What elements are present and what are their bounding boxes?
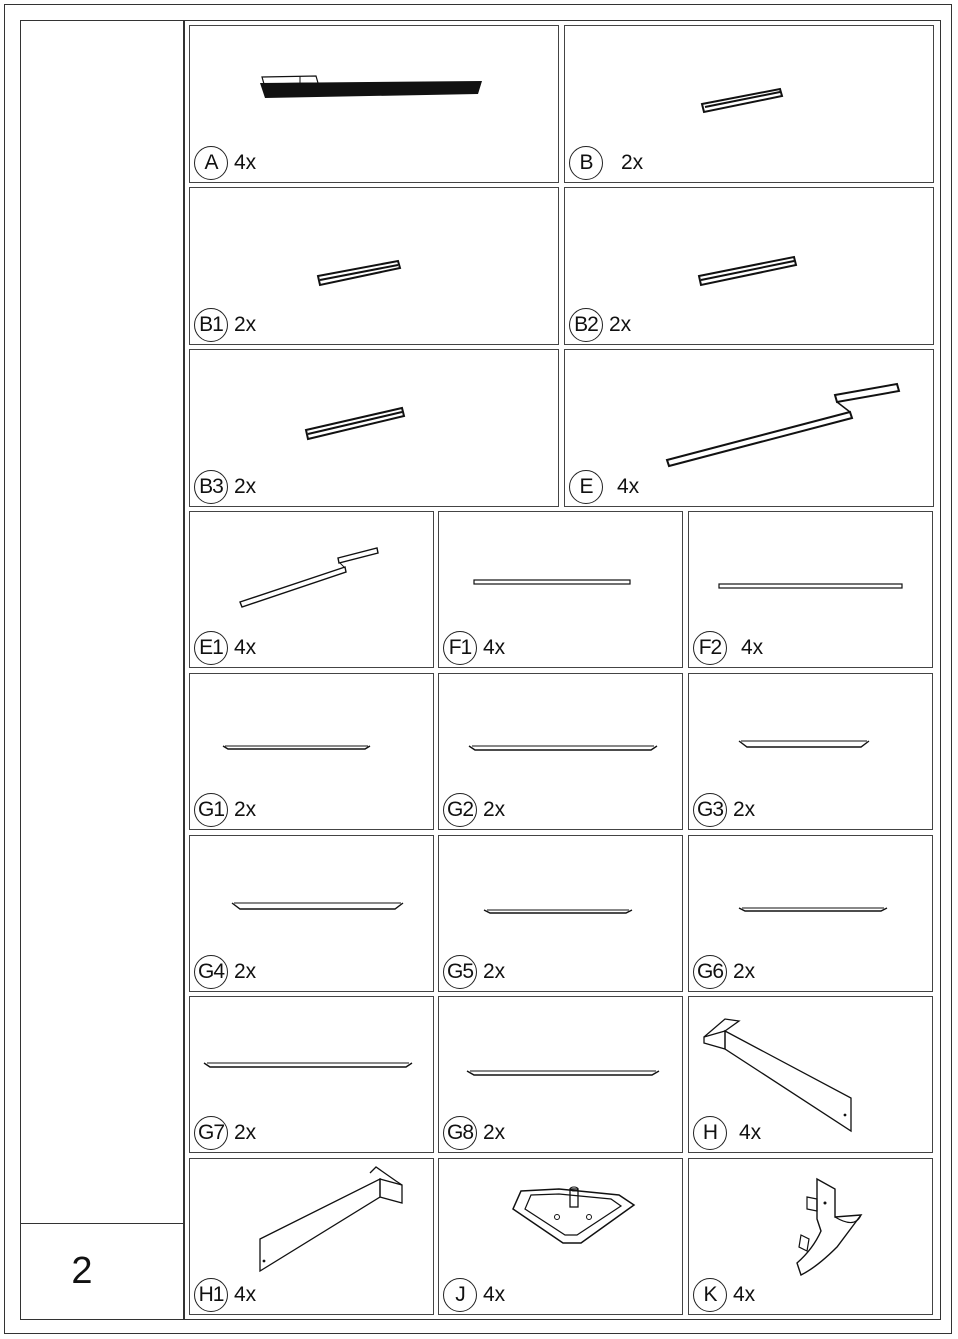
part-cell-f2 [688, 511, 933, 668]
part-label-h1: H1 [194, 1278, 228, 1312]
part-qty-g1: 2x [234, 798, 257, 821]
part-qty-j: 4x [483, 1283, 506, 1306]
part-cell-g4 [189, 835, 434, 992]
part-label-g5: G5 [443, 955, 477, 989]
part-cell-g5 [438, 835, 683, 992]
part-qty-e1: 4x [234, 636, 257, 659]
part-qty-g7: 2x [234, 1121, 257, 1144]
part-qty-b: 2x [621, 151, 644, 174]
part-cell-g6 [688, 835, 933, 992]
page-number: 2 [71, 1250, 93, 1292]
part-cell-e [564, 349, 934, 507]
part-qty-k: 4x [733, 1283, 756, 1306]
part-qty-h1: 4x [234, 1283, 257, 1306]
part-qty-g8: 2x [483, 1121, 506, 1144]
part-cell-g2 [438, 673, 683, 830]
part-qty-b2: 2x [609, 313, 632, 336]
part-label-g1: G1 [194, 793, 228, 827]
part-label-g3: G3 [693, 793, 727, 827]
part-qty-g3: 2x [733, 798, 756, 821]
left-margin-column [20, 20, 184, 1320]
part-cell-k [688, 1158, 933, 1315]
part-label-j: J [443, 1278, 477, 1312]
part-cell-a [189, 25, 559, 183]
part-label-g8: G8 [443, 1116, 477, 1150]
part-label-g4: G4 [194, 955, 228, 989]
part-label-e1: E1 [194, 631, 228, 665]
part-cell-g7 [189, 996, 434, 1153]
part-cell-b3 [189, 349, 559, 507]
part-qty-f1: 4x [483, 636, 506, 659]
part-qty-a: 4x [234, 151, 257, 174]
part-label-b3: B3 [194, 470, 228, 504]
part-qty-g4: 2x [234, 960, 257, 983]
part-cell-g3 [688, 673, 933, 830]
part-cell-g8 [438, 996, 683, 1153]
part-label-g7: G7 [194, 1116, 228, 1150]
part-label-k: K [693, 1278, 727, 1312]
part-label-b: B [569, 146, 603, 180]
part-label-h: H [693, 1116, 727, 1150]
part-qty-e: 4x [617, 475, 640, 498]
part-label-f2: F2 [693, 631, 727, 665]
part-label-f1: F1 [443, 631, 477, 665]
part-cell-f1 [438, 511, 683, 668]
part-cell-b [564, 25, 934, 183]
part-label-b2: B2 [569, 308, 603, 342]
part-cell-h [688, 996, 933, 1153]
part-cell-b2 [564, 187, 934, 345]
part-qty-b1: 2x [234, 313, 257, 336]
grid-divider [184, 20, 188, 1320]
part-cell-h1 [189, 1158, 434, 1315]
part-qty-g6: 2x [733, 960, 756, 983]
part-label-b1: B1 [194, 308, 228, 342]
part-cell-b1 [189, 187, 559, 345]
part-qty-h: 4x [739, 1121, 762, 1144]
part-cell-e1 [189, 511, 434, 668]
part-label-e: E [569, 470, 603, 504]
part-label-g2: G2 [443, 793, 477, 827]
part-label-g6: G6 [693, 955, 727, 989]
part-qty-g5: 2x [483, 960, 506, 983]
part-cell-g1 [189, 673, 434, 830]
part-cell-j [438, 1158, 683, 1315]
part-qty-b3: 2x [234, 475, 257, 498]
part-qty-f2: 4x [741, 636, 764, 659]
part-label-a: A [194, 146, 228, 180]
part-qty-g2: 2x [483, 798, 506, 821]
